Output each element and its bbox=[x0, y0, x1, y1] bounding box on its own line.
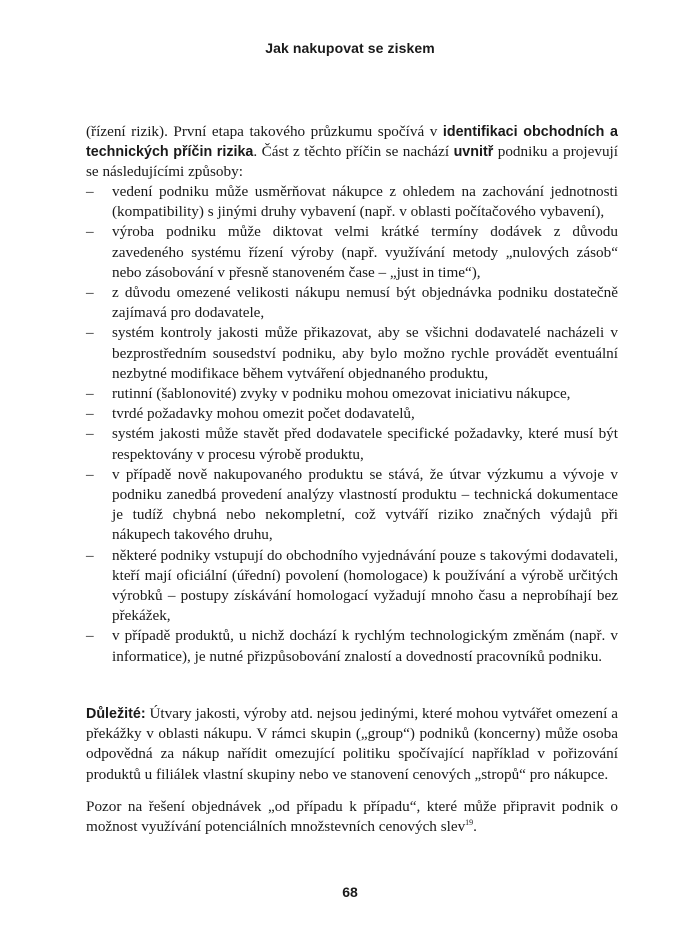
list-item: – tvrdé požadavky mohou omezit počet dodavatelů, bbox=[86, 404, 618, 424]
intro-bold-inside: uvnitř bbox=[453, 144, 494, 161]
list-item: – v případě nově nakupovaného produktu se stává, že útvar výzkumu a vývoje v podniku zanedbá provedení analýzy vlastností produktu – technická dokumentace je tudíž chybná nebo nekompletní, což vytváří riziko značných výdajů při nákupech takového druhu, bbox=[86, 465, 618, 546]
running-header: Jak nakupovat se ziskem bbox=[265, 40, 435, 56]
list-item: – výroba podniku může diktovat velmi krátké termíny dodávek z důvodu zavedeného systému řízení výroby (např. využívání metody „nulových zásob“ nebo zásobování v přesně stanoveném čase – „just in time“), bbox=[86, 222, 618, 283]
important-paragraph bbox=[86, 704, 618, 785]
intro-text-3: podniku a projevují se následujícími způsoby: bbox=[86, 143, 618, 181]
list-item: – v případě produktů, u nichž dochází k rychlým technologickým změnám (např. v informatice), je nutné přizpůsobování znalostí a dovedností pracovníků podniku. bbox=[86, 626, 618, 666]
intro-text-1: (řízení rizik). První etapa takového průzkumu spočívá v bbox=[86, 123, 443, 140]
page-number: 68 bbox=[342, 884, 358, 900]
note-end: . bbox=[473, 818, 477, 836]
important-text: Útvary jakosti, výroby atd. nejsou jedinými, které mohou vytvářet omezení a překážky v oblasti nákupu. V rámci skupin („group“) podniků (koncerny) může osoba odpovědná za nákup nařídit omezující politiku spočívající například v pořizování produktů u filiálek vlastní skupiny nebo ve stanovení cenových „stropů“ pro nákupce. bbox=[86, 705, 618, 783]
important-label: Důležité: bbox=[86, 706, 146, 722]
note-paragraph bbox=[86, 797, 618, 837]
intro-bold-risk-causes: identifikaci obchodních a technických příčin rizika bbox=[86, 124, 618, 161]
list-item: – z důvodu omezené velikosti nákupu nemusí být objednávka podniku dostatečně zajímavá pro dodavatele, bbox=[86, 283, 618, 323]
risk-causes-list bbox=[86, 182, 618, 667]
list-item: – vedení podniku může usměrňovat nákupce z ohledem na zachování jednotnosti (kompatibility) s jinými druhy vybavení (např. v oblasti počítačového vybavení), bbox=[86, 182, 618, 222]
intro-paragraph bbox=[86, 122, 618, 183]
note-text: Pozor na řešení objednávek „od případu k případu“, které může připravit podnik o možnost využívání potenciálních množstevních cenových slev bbox=[86, 798, 618, 836]
footnote-marker: 19 bbox=[465, 818, 474, 828]
intro-text-2: . Část z těchto příčin se nachází bbox=[253, 143, 454, 161]
list-item: – systém kontroly jakosti může přikazovat, aby se všichni dodavatelé nacházeli v bezprostředním sousedství podniku, aby bylo možno rychle provádět eventuální nezbytné modifikace během vytváření objednaného produktu, bbox=[86, 323, 618, 384]
list-item: – některé podniky vstupují do obchodního vyjednávání pouze s takovými dodavateli, kteří mají oficiální (úřední) povolení (homologace) k používání a výrobě určitých výrobků – postupy získávání homologací vyžadují mnoho času a neprobíhají bez překážek, bbox=[86, 546, 618, 627]
list-item: – systém jakosti může stavět před dodavatele specifické požadavky, které musí být respektovány v procesu výrobě produktu, bbox=[86, 424, 618, 464]
list-item: – rutinní (šablonovité) zvyky v podniku mohou omezovat iniciativu nákupce, bbox=[86, 384, 618, 404]
